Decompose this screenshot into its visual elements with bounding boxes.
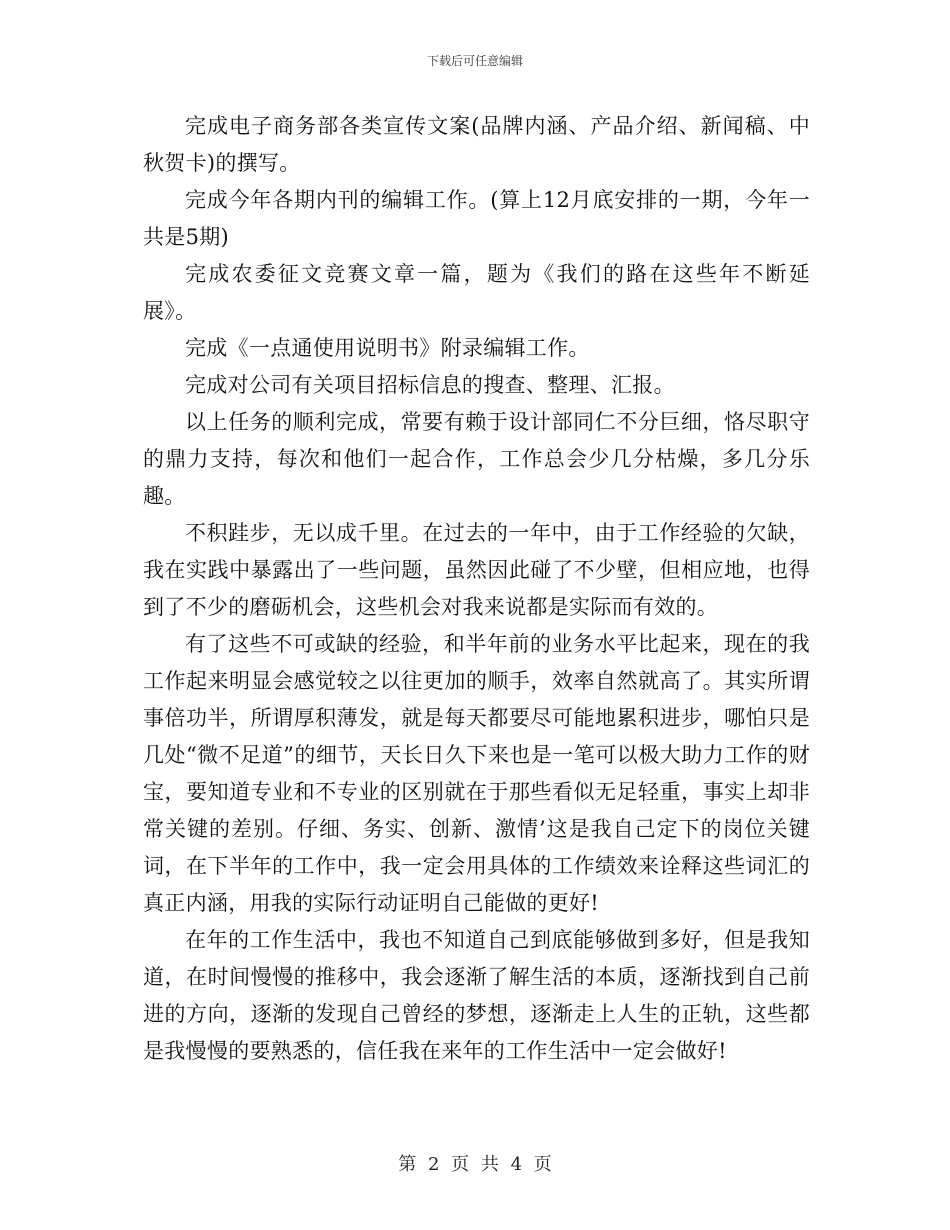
paragraph: 完成《一点通使用说明书》附录编辑工作。 <box>185 336 590 360</box>
paragraph: 完成对公司有关项目招标信息的搜查、整理、汇报。 <box>185 373 675 397</box>
paragraph: 完成今年各期内刊的编辑工作。(算上12月底安排的一期，今年一共是5期) <box>143 188 810 249</box>
paragraph: 以上任务的顺利完成，常要有赖于设计部同仁不分巨细，恪尽职守的鼎力支持，每次和他们一起合作，工作总会少几分枯燥，多几分乐趣。 <box>143 410 810 508</box>
page-header-note: 下载后可任意编辑 <box>426 54 523 68</box>
paragraph: 完成农委征文竞赛文章一篇，题为《我们的路在这些年不断延展》。 <box>143 262 810 323</box>
paragraph: 不积跬步，无以成千里。在过去的一年中，由于工作经验的欠缺，我在实践中暴露出了一些问题，虽然因此碰了不少壁，但相应地，也得到了不少的磨砺机会，这些机会对我来说都是实际而有效的。 <box>143 521 810 619</box>
page-number-footer: 第 2 页 共 4 页 <box>398 1154 552 1175</box>
paragraph: 在年的工作生活中，我也不知道自己到底能够做到多好，但是我知道，在时间慢慢的推移中，我会逐渐了解生活的本质，逐渐找到自己前进的方向，逐渐的发现自己曾经的梦想，逐渐走上人生的正轨，这些都是我慢慢的要熟悉的，信任我在来年的工作生活中一定会做好! <box>143 928 810 1063</box>
paragraph: 有了这些不可或缺的经验，和半年前的业务水平比起来，现在的我工作起来明显会感觉较之以往更加的顺手，效率自然就高了。其实所谓事倍功半，所谓厚积薄发，就是每天都要尽可能地累积进步，哪怕只是几处“微不足道”的细节，天长日久下来也是一笔可以极大助力工作的财宝，要知道专业和不专业的区别就在于那些看似无足轻重，事实上却非常关键的差别。仔细、务实、创新、激情’这是我自己定下的岗位关键词，在下半年的工作中，我一定会用具体的工作绩效来诠释这些词汇的真正内涵，用我的实际行动证明自己能做的更好! <box>143 632 810 915</box>
paragraph: 完成电子商务部各类宣传文案(品牌内涵、产品介绍、新闻稿、中秋贺卡)的撰写。 <box>143 114 810 175</box>
document-body <box>143 108 810 1070</box>
